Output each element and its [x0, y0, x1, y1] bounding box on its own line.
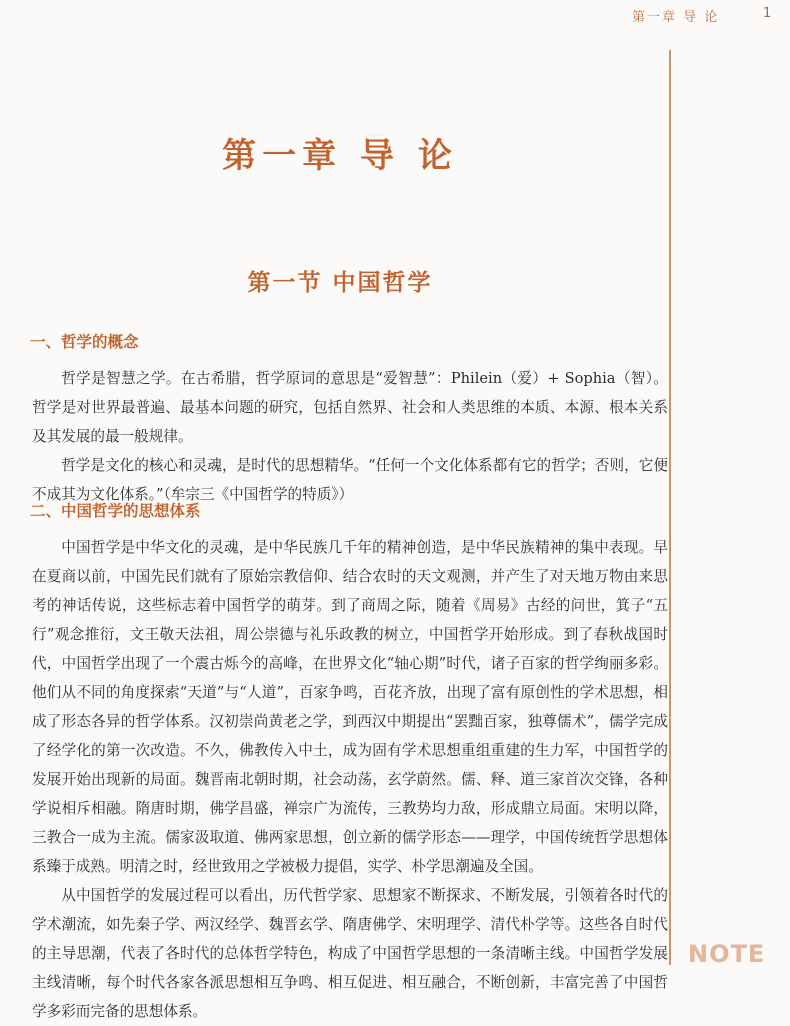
running-header-title: 第一章 导 论: [632, 10, 720, 25]
note-margin-label: NOTE: [688, 940, 766, 968]
chapter-title: 第一章 导 论: [222, 136, 458, 176]
paragraph: 哲学是文化的核心和灵魂，是时代的思想精华。“任何一个文化体系都有它的哲学；否则，它便不成其为文化体系。”（牟宗三《中国哲学的特质》）: [32, 457, 668, 503]
section-title: 第一节 中国哲学: [247, 270, 433, 296]
subheading-concept: 一、哲学的概念: [30, 333, 139, 351]
page-number: 1: [763, 6, 772, 21]
paragraph: 中国哲学是中华文化的灵魂，是中华民族几千年的精神创造，是中华民族精神的集中表现。早在夏商以前，中国先民们就有了原始宗教信仰、结合农时的天文观测，并产生了对天地万物由来思考的神话传说，这些标志着中国哲学的萌芽。到了商周之际，随着《周易》古经的问世，箕子“五行”观念推衍，文王敬天法祖，周公崇德与礼乐政教的树立，中国哲学开始形成。到了春秋战国时代，中国哲学出现了一个震古烁今的高峰，在世界文化“轴心期”时代，诸子百家的哲学绚丽多彩。他们从不同的角度探索“天道”与“人道”，百家争鸣，百花齐放，出现了富有原创性的学术思想，相成了形态各异的哲学体系。汉初崇尚黄老之学，到西汉中期提出“罢黜百家，独尊儒术”，儒学完成了经学化的第一次改造。不久，佛教传入中土，成为固有学术思想重组重建的生力军，中国哲学的发展开始出现新的局面。魏晋南北朝时期，社会动荡，玄学蔚然。儒、释、道三家首次交锋，各种学说相斥相融。隋唐时期，佛学昌盛，禅宗广为流传，三教势均力敌，形成鼎立局面。宋明以降，三教合一成为主流。儒家汲取道、佛两家思想，创立新的儒学形态——理学，中国传统哲学思想体系臻于成熟。明清之时，经世致用之学被极力提倡，实学、朴学思潮遍及全国。: [32, 539, 668, 875]
subheading-thought-system: 二、中国哲学的思想体系: [30, 502, 201, 520]
section-concept-body: [32, 364, 668, 509]
margin-divider: [669, 50, 671, 965]
paragraph: 哲学是智慧之学。在古希腊，哲学原词的意思是“爱智慧”：Philein（爱）+ Sophia（智）。哲学是对世界最普遍、最基本问题的研究，包括自然界、社会和人类思维的本质、本源、根本关系及其发展的最一般规律。: [32, 370, 668, 445]
paragraph: 从中国哲学的发展过程可以看出，历代哲学家、思想家不断探求、不断发展，引领着各时代的学术潮流，如先秦子学、两汉经学、魏晋玄学、隋唐佛学、宋明理学、清代朴学等。这些各自时代的主导思潮，代表了各时代的总体哲学特色，构成了中国哲学思想的一条清晰主线。中国哲学发展主线清晰，每个时代各家各派思想相互争鸣、相互促进、相互融合，不断创新，丰富完善了中国哲学多彩而完备的思想体系。: [32, 887, 668, 1020]
section-thought-system-body: [32, 533, 668, 1026]
